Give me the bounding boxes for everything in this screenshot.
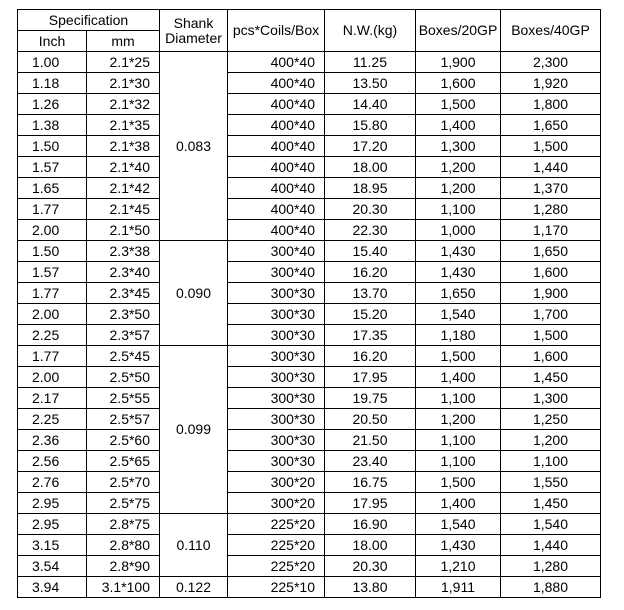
cell-boxes-20gp: 1,100 <box>416 199 501 220</box>
table-row <box>18 451 601 472</box>
table-body <box>18 52 601 598</box>
table-row <box>18 556 601 577</box>
header-pcs-coils-box: pcs*Coils/Box <box>228 10 325 52</box>
cell-boxes-20gp: 1,540 <box>416 304 501 325</box>
cell-inch: 2.17 <box>18 388 87 409</box>
cell-boxes-40gp: 1,700 <box>501 304 601 325</box>
cell-pcs-coils-box: 300*30 <box>228 325 325 346</box>
cell-boxes-20gp: 1,900 <box>416 52 501 73</box>
cell-inch: 2.00 <box>18 304 87 325</box>
table-row <box>18 241 601 262</box>
cell-mm: 2.5*50 <box>87 367 160 388</box>
cell-mm: 2.1*35 <box>87 115 160 136</box>
header-shank-line2: Diameter <box>165 29 222 46</box>
cell-boxes-20gp: 1,400 <box>416 367 501 388</box>
spec-table-container <box>17 9 601 598</box>
cell-pcs-coils-box: 300*30 <box>228 346 325 367</box>
cell-boxes-20gp: 1,000 <box>416 220 501 241</box>
cell-boxes-40gp: 1,800 <box>501 94 601 115</box>
cell-mm: 2.5*60 <box>87 430 160 451</box>
table-header <box>18 10 601 52</box>
cell-mm: 2.8*90 <box>87 556 160 577</box>
cell-mm: 2.3*40 <box>87 262 160 283</box>
cell-net-weight: 18.00 <box>325 157 416 178</box>
cell-net-weight: 15.80 <box>325 115 416 136</box>
cell-boxes-20gp: 1,200 <box>416 157 501 178</box>
cell-inch: 2.25 <box>18 409 87 430</box>
cell-pcs-coils-box: 400*40 <box>228 94 325 115</box>
table-row <box>18 52 601 73</box>
cell-net-weight: 18.95 <box>325 178 416 199</box>
cell-inch: 1.38 <box>18 115 87 136</box>
cell-boxes-40gp: 1,540 <box>501 514 601 535</box>
cell-inch: 2.95 <box>18 493 87 514</box>
cell-pcs-coils-box: 225*20 <box>228 514 325 535</box>
cell-net-weight: 13.50 <box>325 73 416 94</box>
cell-boxes-20gp: 1,100 <box>416 430 501 451</box>
cell-pcs-coils-box: 400*40 <box>228 52 325 73</box>
cell-inch: 1.26 <box>18 94 87 115</box>
cell-net-weight: 17.20 <box>325 136 416 157</box>
table-row <box>18 409 601 430</box>
cell-boxes-40gp: 1,250 <box>501 409 601 430</box>
cell-boxes-20gp: 1,650 <box>416 283 501 304</box>
cell-net-weight: 17.95 <box>325 493 416 514</box>
table-row <box>18 199 601 220</box>
header-inch: Inch <box>18 31 87 52</box>
table-row <box>18 367 601 388</box>
cell-boxes-20gp: 1,430 <box>416 262 501 283</box>
cell-net-weight: 11.25 <box>325 52 416 73</box>
cell-boxes-20gp: 1,200 <box>416 409 501 430</box>
cell-inch: 1.57 <box>18 157 87 178</box>
cell-inch: 1.00 <box>18 52 87 73</box>
cell-pcs-coils-box: 400*40 <box>228 220 325 241</box>
cell-mm: 2.1*42 <box>87 178 160 199</box>
cell-mm: 2.1*38 <box>87 136 160 157</box>
cell-inch: 2.00 <box>18 367 87 388</box>
cell-mm: 2.5*45 <box>87 346 160 367</box>
cell-pcs-coils-box: 300*30 <box>228 304 325 325</box>
cell-net-weight: 20.30 <box>325 556 416 577</box>
table-row <box>18 157 601 178</box>
cell-pcs-coils-box: 400*40 <box>228 136 325 157</box>
header-boxes-40gp: Boxes/40GP <box>501 10 601 52</box>
cell-boxes-20gp: 1,300 <box>416 136 501 157</box>
cell-mm: 2.1*25 <box>87 52 160 73</box>
cell-shank-diameter: 0.110 <box>160 514 228 577</box>
cell-inch: 3.94 <box>18 577 87 598</box>
cell-mm: 2.1*45 <box>87 199 160 220</box>
cell-boxes-40gp: 1,280 <box>501 556 601 577</box>
cell-inch: 1.77 <box>18 346 87 367</box>
cell-pcs-coils-box: 300*40 <box>228 262 325 283</box>
cell-inch: 2.76 <box>18 472 87 493</box>
cell-inch: 1.50 <box>18 241 87 262</box>
cell-pcs-coils-box: 400*40 <box>228 115 325 136</box>
cell-inch: 1.50 <box>18 136 87 157</box>
cell-net-weight: 16.90 <box>325 514 416 535</box>
cell-net-weight: 14.40 <box>325 94 416 115</box>
cell-boxes-20gp: 1,500 <box>416 472 501 493</box>
table-row <box>18 493 601 514</box>
cell-boxes-20gp: 1,500 <box>416 94 501 115</box>
table-row <box>18 472 601 493</box>
cell-net-weight: 19.75 <box>325 388 416 409</box>
cell-mm: 2.1*40 <box>87 157 160 178</box>
cell-boxes-20gp: 1,911 <box>416 577 501 598</box>
cell-pcs-coils-box: 225*20 <box>228 556 325 577</box>
table-row <box>18 514 601 535</box>
cell-mm: 2.8*80 <box>87 535 160 556</box>
cell-pcs-coils-box: 300*30 <box>228 367 325 388</box>
header-specification: Specification <box>18 10 160 31</box>
cell-boxes-40gp: 1,880 <box>501 577 601 598</box>
cell-boxes-40gp: 1,500 <box>501 325 601 346</box>
table-row <box>18 136 601 157</box>
cell-net-weight: 22.30 <box>325 220 416 241</box>
table-row <box>18 73 601 94</box>
cell-inch: 2.56 <box>18 451 87 472</box>
cell-inch: 2.25 <box>18 325 87 346</box>
nail-spec-table <box>17 9 601 598</box>
cell-boxes-40gp: 1,200 <box>501 430 601 451</box>
cell-inch: 2.95 <box>18 514 87 535</box>
cell-mm: 3.1*100 <box>87 577 160 598</box>
cell-pcs-coils-box: 400*40 <box>228 178 325 199</box>
cell-boxes-40gp: 1,600 <box>501 262 601 283</box>
cell-boxes-40gp: 1,440 <box>501 535 601 556</box>
cell-pcs-coils-box: 300*40 <box>228 241 325 262</box>
cell-inch: 1.77 <box>18 283 87 304</box>
cell-pcs-coils-box: 225*10 <box>228 577 325 598</box>
table-row <box>18 346 601 367</box>
cell-boxes-40gp: 1,550 <box>501 472 601 493</box>
cell-mm: 2.5*75 <box>87 493 160 514</box>
cell-mm: 2.3*57 <box>87 325 160 346</box>
cell-inch: 1.18 <box>18 73 87 94</box>
cell-inch: 2.00 <box>18 220 87 241</box>
header-shank-diameter <box>160 10 228 52</box>
cell-boxes-20gp: 1,500 <box>416 346 501 367</box>
cell-boxes-20gp: 1,540 <box>416 514 501 535</box>
cell-shank-diameter: 0.083 <box>160 52 228 241</box>
table-row <box>18 577 601 598</box>
cell-net-weight: 15.20 <box>325 304 416 325</box>
cell-mm: 2.3*38 <box>87 241 160 262</box>
table-row <box>18 388 601 409</box>
cell-mm: 2.1*30 <box>87 73 160 94</box>
cell-boxes-40gp: 1,500 <box>501 136 601 157</box>
cell-net-weight: 23.40 <box>325 451 416 472</box>
table-row <box>18 283 601 304</box>
cell-boxes-20gp: 1,100 <box>416 451 501 472</box>
cell-boxes-40gp: 1,900 <box>501 283 601 304</box>
cell-pcs-coils-box: 300*30 <box>228 283 325 304</box>
table-row <box>18 325 601 346</box>
cell-net-weight: 15.40 <box>325 241 416 262</box>
table-row <box>18 304 601 325</box>
cell-net-weight: 18.00 <box>325 535 416 556</box>
table-row <box>18 94 601 115</box>
cell-net-weight: 16.75 <box>325 472 416 493</box>
cell-boxes-20gp: 1,200 <box>416 178 501 199</box>
cell-boxes-20gp: 1,100 <box>416 388 501 409</box>
cell-boxes-40gp: 1,370 <box>501 178 601 199</box>
header-net-weight: N.W.(kg) <box>325 10 416 52</box>
table-row <box>18 220 601 241</box>
cell-mm: 2.5*65 <box>87 451 160 472</box>
cell-net-weight: 16.20 <box>325 346 416 367</box>
cell-pcs-coils-box: 300*30 <box>228 451 325 472</box>
cell-boxes-40gp: 1,100 <box>501 451 601 472</box>
cell-mm: 2.1*32 <box>87 94 160 115</box>
cell-net-weight: 16.20 <box>325 262 416 283</box>
table-row <box>18 430 601 451</box>
cell-pcs-coils-box: 400*40 <box>228 157 325 178</box>
cell-boxes-40gp: 1,170 <box>501 220 601 241</box>
cell-net-weight: 21.50 <box>325 430 416 451</box>
cell-boxes-40gp: 1,600 <box>501 346 601 367</box>
header-mm: mm <box>87 31 160 52</box>
table-row <box>18 262 601 283</box>
cell-boxes-40gp: 1,450 <box>501 493 601 514</box>
cell-boxes-20gp: 1,430 <box>416 241 501 262</box>
cell-boxes-20gp: 1,400 <box>416 493 501 514</box>
cell-boxes-40gp: 1,280 <box>501 199 601 220</box>
cell-boxes-40gp: 2,300 <box>501 52 601 73</box>
cell-pcs-coils-box: 400*40 <box>228 73 325 94</box>
cell-net-weight: 13.80 <box>325 577 416 598</box>
cell-net-weight: 20.50 <box>325 409 416 430</box>
table-row <box>18 535 601 556</box>
cell-net-weight: 13.70 <box>325 283 416 304</box>
cell-boxes-40gp: 1,450 <box>501 367 601 388</box>
cell-net-weight: 17.35 <box>325 325 416 346</box>
cell-net-weight: 17.95 <box>325 367 416 388</box>
cell-boxes-20gp: 1,180 <box>416 325 501 346</box>
cell-mm: 2.5*70 <box>87 472 160 493</box>
cell-pcs-coils-box: 300*20 <box>228 493 325 514</box>
table-row <box>18 178 601 199</box>
cell-boxes-20gp: 1,600 <box>416 73 501 94</box>
cell-pcs-coils-box: 400*40 <box>228 199 325 220</box>
cell-pcs-coils-box: 300*20 <box>228 472 325 493</box>
cell-shank-diameter: 0.122 <box>160 577 228 598</box>
cell-net-weight: 20.30 <box>325 199 416 220</box>
cell-inch: 3.54 <box>18 556 87 577</box>
cell-mm: 2.3*45 <box>87 283 160 304</box>
cell-shank-diameter: 0.090 <box>160 241 228 346</box>
cell-boxes-40gp: 1,650 <box>501 115 601 136</box>
table-row <box>18 115 601 136</box>
cell-boxes-20gp: 1,210 <box>416 556 501 577</box>
cell-inch: 1.65 <box>18 178 87 199</box>
cell-pcs-coils-box: 225*20 <box>228 535 325 556</box>
cell-shank-diameter: 0.099 <box>160 346 228 514</box>
cell-inch: 1.77 <box>18 199 87 220</box>
cell-mm: 2.3*50 <box>87 304 160 325</box>
header-shank-line1: Shank <box>173 14 214 31</box>
cell-pcs-coils-box: 300*30 <box>228 409 325 430</box>
cell-mm: 2.1*50 <box>87 220 160 241</box>
cell-boxes-20gp: 1,400 <box>416 115 501 136</box>
cell-boxes-40gp: 1,920 <box>501 73 601 94</box>
cell-pcs-coils-box: 300*30 <box>228 388 325 409</box>
cell-boxes-40gp: 1,650 <box>501 241 601 262</box>
cell-inch: 3.15 <box>18 535 87 556</box>
cell-mm: 2.5*57 <box>87 409 160 430</box>
cell-mm: 2.8*75 <box>87 514 160 535</box>
header-boxes-20gp: Boxes/20GP <box>416 10 501 52</box>
cell-boxes-20gp: 1,430 <box>416 535 501 556</box>
cell-boxes-40gp: 1,300 <box>501 388 601 409</box>
cell-inch: 2.36 <box>18 430 87 451</box>
cell-boxes-40gp: 1,440 <box>501 157 601 178</box>
cell-pcs-coils-box: 300*30 <box>228 430 325 451</box>
cell-mm: 2.5*55 <box>87 388 160 409</box>
cell-inch: 1.57 <box>18 262 87 283</box>
